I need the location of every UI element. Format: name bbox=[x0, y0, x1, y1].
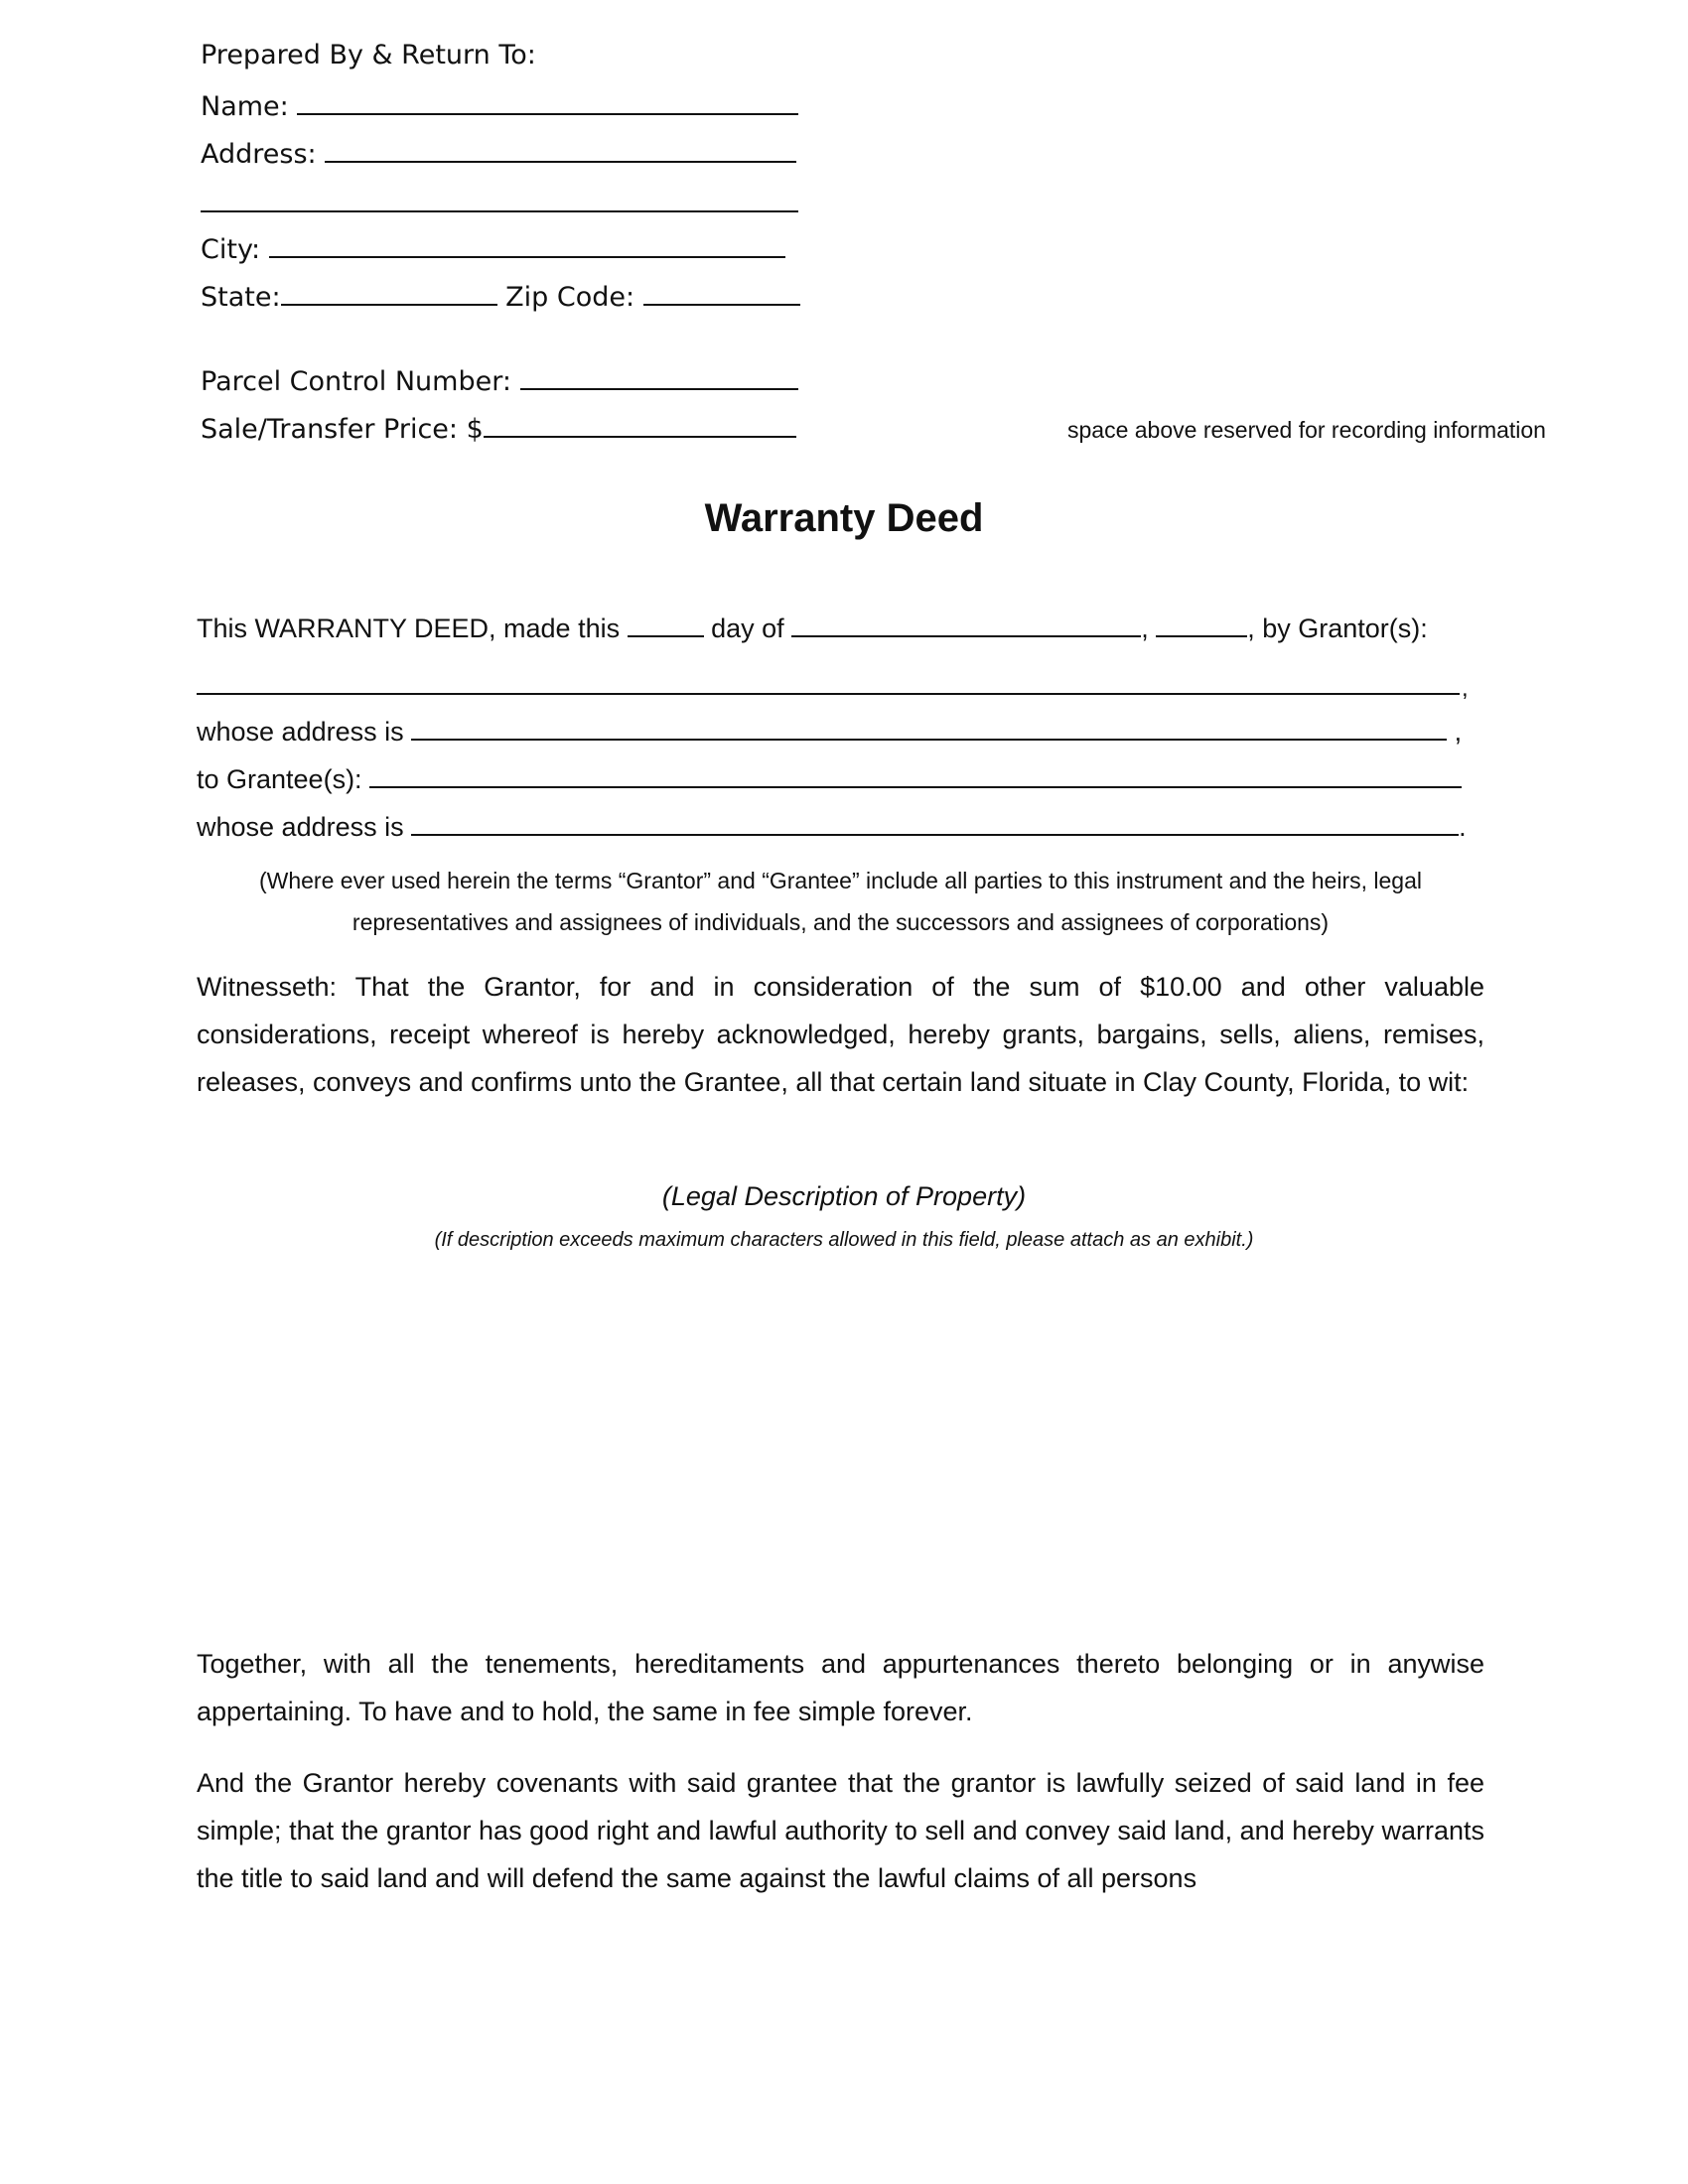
city-label: City: bbox=[201, 234, 261, 265]
address-row bbox=[201, 135, 796, 170]
terms-note-line-1: (Where ever used herein the terms “Grantor” and “Grantee” include all parties to this instrument and the heirs, legal bbox=[258, 868, 1422, 893]
reserved-note: space above reserved for recording information bbox=[1067, 417, 1546, 443]
day-field[interactable] bbox=[628, 610, 704, 637]
grantee-address-row: whose address is . bbox=[197, 808, 1467, 843]
grantor-address-field[interactable] bbox=[411, 713, 1447, 741]
address-field[interactable] bbox=[325, 135, 796, 163]
legal-description-note: (If description exceeds maximum characters allowed in this field, please attach as an exhibit.) bbox=[434, 1229, 1254, 1251]
intro-end: , by Grantor(s): bbox=[1247, 614, 1428, 643]
intro-row: This WARRANTY DEED, made this day of , , by Grantor(s): bbox=[197, 610, 1428, 644]
city-row bbox=[201, 230, 785, 265]
state-zip-row bbox=[201, 278, 800, 313]
parcel-label: Parcel Control Number: bbox=[201, 366, 511, 397]
state-field[interactable] bbox=[281, 278, 497, 306]
price-row bbox=[201, 410, 796, 445]
grantee-field[interactable] bbox=[369, 760, 1462, 788]
year-field[interactable] bbox=[1156, 610, 1247, 637]
together-paragraph: Together, with all the tenements, hereditaments and appurtenances thereto belonging or in anywise appertaining. To have and to hold, the same in fee simple forever. bbox=[197, 1649, 1484, 1726]
prepared-heading: Prepared By & Return To: bbox=[201, 40, 536, 70]
page-title: Warranty Deed bbox=[704, 496, 984, 540]
grantee-address-label: whose address is bbox=[197, 812, 404, 842]
terms-note-line-2: representatives and assignees of individuals, and the successors and assignees of corporations) bbox=[352, 909, 1330, 935]
name-row bbox=[201, 87, 798, 122]
grantor-field[interactable] bbox=[197, 693, 1460, 695]
month-field[interactable] bbox=[791, 610, 1141, 637]
price-field[interactable] bbox=[484, 410, 796, 438]
covenant-paragraph: And the Grantor hereby covenants with said grantee that the grantor is lawfully seized of said land in fee simple; that the grantor has good right and lawful authority to sell and convey said land, and hereby warrants the title to said land and will defend the same against the lawful claims of all persons bbox=[197, 1768, 1484, 1893]
price-label: Sale/Transfer Price: $ bbox=[201, 414, 484, 445]
grantee-address-field[interactable] bbox=[411, 808, 1459, 836]
grantor-address-label: whose address is bbox=[197, 717, 404, 747]
grantor-comma: , bbox=[1462, 675, 1469, 702]
name-label: Name: bbox=[201, 91, 289, 122]
zip-label: Zip Code: bbox=[505, 282, 635, 313]
city-field[interactable] bbox=[269, 230, 785, 258]
grantee-label: to Grantee(s): bbox=[197, 764, 362, 794]
grantee-row bbox=[197, 760, 1462, 795]
address-label: Address: bbox=[201, 139, 317, 170]
name-field[interactable] bbox=[297, 87, 798, 115]
intro-start: This WARRANTY DEED, made this bbox=[197, 614, 621, 643]
intro-day: day of bbox=[711, 614, 784, 643]
address-line-2-field[interactable] bbox=[201, 210, 798, 212]
state-label: State: bbox=[201, 282, 281, 313]
legal-description-title: (Legal Description of Property) bbox=[661, 1181, 1027, 1211]
parcel-row bbox=[201, 362, 798, 397]
grantor-address-row: whose address is , bbox=[197, 713, 1462, 748]
zip-field[interactable] bbox=[643, 278, 800, 306]
parcel-field[interactable] bbox=[520, 362, 798, 390]
witnesseth-paragraph: Witnesseth: That the Grantor, for and in consideration of the sum of $10.00 and other valuable considerations, receipt whereof is hereby acknowledged, hereby grants, bargains, sells, aliens, remises, releases, conveys and confirms unto the Grantee, all that certain land situate in Clay County, Florida, to wit: bbox=[197, 972, 1484, 1097]
terms-note bbox=[197, 860, 1484, 943]
